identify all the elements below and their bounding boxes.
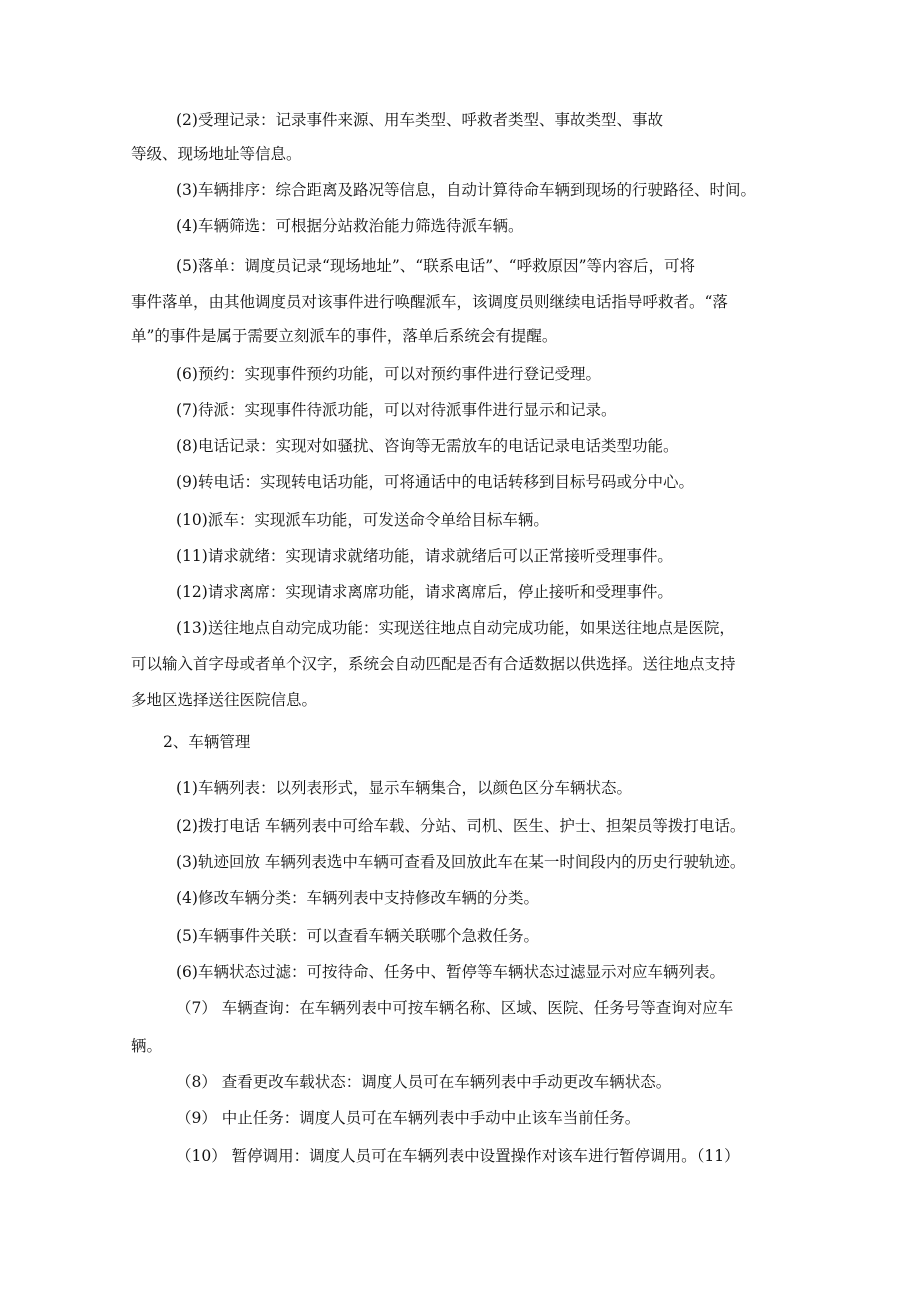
section-heading: 2、车辆管理 [163,733,251,751]
paragraph-line: (2)拨打电话 车辆列表中可给车载、分站、司机、医生、护士、担架员等拨打电话。 [176,817,746,835]
paragraph-line: (4)车辆筛选：可根据分站救治能力筛选待派车辆。 [176,217,524,235]
paragraph-line: (11)请求就绪：实现请求就绪功能，请求就绪后可以正常接听受理事件。 [176,547,673,565]
paragraph-line: 多地区选择送往医院信息。 [131,691,318,709]
paragraph-line: (7)待派：实现事件待派功能，可以对待派事件进行显示和记录。 [176,401,617,419]
paragraph-line: (6)车辆状态过滤：可按待命、任务中、暂停等车辆状态过滤显示对应车辆列表。 [176,963,725,981]
paragraph-line: (10)派车：实现派车功能，可发送命令单给目标车辆。 [176,511,549,529]
paragraph-line: (12)请求离席：实现请求离席功能，请求离席后，停止接听和受理事件。 [176,583,673,601]
paragraph-line: (5)车辆事件关联：可以查看车辆关联哪个急救任务。 [176,927,539,945]
paragraph-line: (3)轨迹回放 车辆列表选中车辆可查看及回放此车在某一时间段内的历史行驶轨迹。 [176,853,746,871]
paragraph-line: 事件落单，由其他调度员对该事件进行唤醒派车，该调度员则继续电话指导呼救者。“落 [131,293,728,311]
paragraph-line: （7） 车辆查询：在车辆列表中可按车辆名称、区域、医院、任务号等查询对应车 [176,999,734,1017]
paragraph-line: 等级、现场地址等信息。 [131,145,302,163]
paragraph-line: (5)落单：调度员记录“现场地址”、“联系电话”、“呼救原因”等内容后，可将 [176,257,696,275]
paragraph-line: (3)车辆排序：综合距离及路况等信息，自动计算待命车辆到现场的行驶路径、时间。 [176,181,756,199]
paragraph-line: （9） 中止任务：调度人员可在车辆列表中手动中止该车当前任务。 [176,1109,641,1127]
paragraph-line: (8)电话记录：实现对如骚扰、咨询等无需放车的电话记录电话类型功能。 [176,437,679,455]
paragraph-line: (4)修改车辆分类：车辆列表中支持修改车辆的分类。 [176,889,539,907]
paragraph-line: 可以输入首字母或者单个汉字，系统会自动匹配是否有合适数据以供选择。送往地点支持 [131,655,736,673]
paragraph-line: (6)预约：实现事件预约功能，可以对预约事件进行登记受理。 [176,365,601,383]
paragraph-line: (2)受理记录：记录事件来源、用车类型、呼救者类型、事故类型、事故 [176,111,663,129]
paragraph-line: (13)送往地点自动完成功能：实现送往地点自动完成功能，如果送往地点是医院， [176,619,735,637]
paragraph-line: (9)转电话：实现转电话功能，可将通话中的电话转移到目标号码或分中心。 [176,473,694,491]
paragraph-line: (1)车辆列表：以列表形式，显示车辆集合，以颜色区分车辆状态。 [176,779,632,797]
paragraph-line: 单”的事件是属于需要立刻派车的事件，落单后系统会有提醒。 [131,327,558,345]
paragraph-line: 辆。 [131,1037,163,1055]
paragraph-line: （8） 查看更改车载状态：调度人员可在车辆列表中手动更改车辆状态。 [176,1073,672,1091]
paragraph-line: （10） 暂停调用：调度人员可在车辆列表中设置操作对该车进行暂停调用。（11） [176,1147,740,1165]
